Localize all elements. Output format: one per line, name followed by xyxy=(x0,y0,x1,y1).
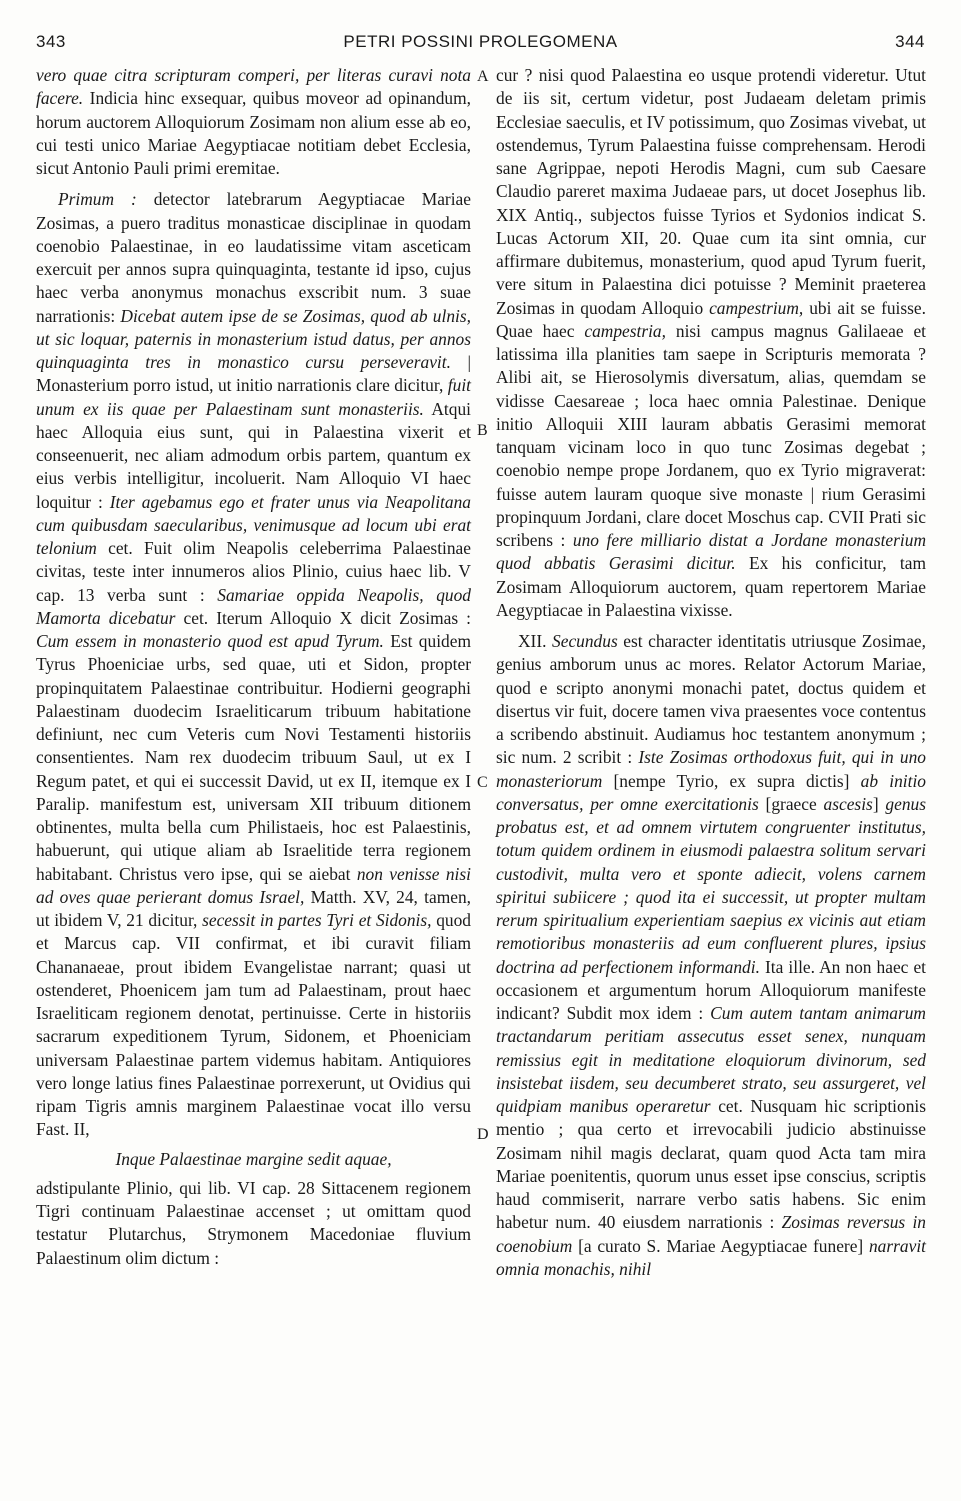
paragraph: Primum : detector latebrarum Aegyptiacae Mariae Zosimas, a puero traditus monasticae disciplinae in quodam coenobio Palaestinae, in eo laudatissime vitam asceticam exercuit per annos supra quinquaginta, testante id ipso, cujus haec verba anonymus monachus exscribit num. 3 suae narrationis: Dicebat autem ipse de se Zosimas, quod ab ulnis, ut sic loquar, paternis in monasterium istud datus, per annos quinquaginta tres in monastico cursu perseveravit. | Monasterium porro istud, ut initio narrationis clare dicitur, fuit unum ex iis quae per Palaestinam sunt monasteriis. Atqui haec Alloquia eius sunt, qui in Palaestina vixerit et conseenuerit, nec aliam admodum orbis partem, quantum ex eius verbis intelligitur, incoluerit. Nam Alloquio VI haec loquitur : Iter agebamus ego et frater unus via Neapolitana cum quibusdam saecularibus, venimusque ad locum ubi erat telonium cet. Fuit olim Neapolis celeberrima Palaestinae civitas, teste inter innumeros alios Plinio, cuius haec lib. V cap. 13 verba sunt : Samariae oppida Neapolis, quod Mamorta dicebatur cet. Iterum Alloquio X dicit Zosimas : Cum essem in monasterio quod est apud Tyrum. Est quidem Tyrus Phoeniciae urbs, sed quae, uti et Sidon, propter propinquitatem Palaestinae contribuitur. Hodierni geographi Palaestinam duodecim Israeliticarum tribuum habitatione definiunt, nec cum Veteris cum Novi Testamenti historiis consentientes. Nam rex duodecim tribuum Saul, ut ex I Regum patet, et qui ei successit David, ut ex II, itemque ex I Paralip. manifestum est, universam XII tribuum ditionem obtinentes, multa bella cum Philistaeis, hoc est Palaestinis, habuerunt, qui utique aliam ab Israelitide terra regionem habitabant. Christus vero ipse, qui se aiebat non venisse nisi ad oves quae perierant domus Israel, Matth. XV, 24, tamen, ut ibidem V, 21 dicitur, secessit in partes Tyri et Sidonis, quod et Marcus cap. VII confirmat, et ibi curavit filiam Chananaeae, prout ibidem Evangelistae narrant; quasi ut ostenderet, Phoenicem jam tum ad Palaestinam, prout haec Israeliticam regionem denotat, pertinuisse. Certe in historiis sacrarum expeditionem Tyrum, Sidonem, et Phoeniciam universam Palaestinae partem videmus habitam. Antiquiores vero longe latius fines Palaestinae porrexerunt, ut Ovidius qui ripam Tigris amnis marginem Palaestinae vocat illo versu Fast. II, xyxy=(36,189,471,1140)
margin-letter-a: A xyxy=(477,68,489,85)
page-header xyxy=(36,32,925,58)
verse-quotation: Inque Palaestinae margine sedit aquae, xyxy=(115,1148,392,1169)
running-title: PETRI POSSINI PROLEGOMENA xyxy=(343,32,618,51)
paragraph: cur ? nisi quod Palaestina eo usque protendi videretur. Utut de iis sit, certum videtur, post Judaeam deletam primis Ecclesiae saeculis, et IV potissimum, quo Zosimas vivebat, ut ostendemus, Tyrum Palaestina fuisse comprehensam. Herodi sane Agrippae, nepoti Herodis Magni, cum sub Caesare Claudio pareret maxima Judaeae pars, ut docet Josephus lib. XIX Antiq., subjectos fuisse Tyrios et Sydonios indicat S. Lucas Actorum XII, 20. Quae cum ita sint omnia, cur affirmare dubitemus, monasterium, quod apud Tyrum fuerit, vere situm in Palaestina dici potuisse ? Meminit praeterea Zosimas in quodam Alloquio campestrium, ubi ait se fuisse. Quae haec campestria, nisi campus magnus Galilaeae et latissima illa planities tam saepe in Scripturis memorata ? Alibi ait, se Hierosolymis diversatum, alias, quemdam se vidisse Caesareae ; loca haec omnia Palestinae. Denique initio Alloquii XIII lauram abbatis Gerasimi memorat tanquam vicinam loco in quo tunc Zosimas degebat ; coenobio nempe prope Jordanem, quo ex Tyrio migraverat: fuisse autem lauram quoque sive monaste | rium Gerasimi propinquum Jordani, clare docet Moschus cap. CVII Prati sic scribens : uno fere milliario distat a Jordane monasterium quod abbatis Gerasimi dicitur. Ex his conficitur, tam Zosimam Alloquiorum auctorem, quam repertorem Mariae Aegyptiacae in Palaestina vixisse. xyxy=(496,65,927,620)
paragraph: vero quae citra scripturam comperi, per literas curavi nota facere. Indicia hinc exsequar, quibus moveor ad opinandum, horum auctorem Alloquiorum Zosimam non alium esse ab eo, cui testi unico Mariae Aegyptiacae notitiam debet Ecclesia, sicut Antonio Pauli primi eremitae. xyxy=(36,65,471,178)
margin-letter-c: C xyxy=(477,774,488,791)
margin-letter-b: B xyxy=(477,422,488,439)
page-number-right: 344 xyxy=(895,32,925,51)
right-column xyxy=(496,64,926,1281)
page-number-left: 343 xyxy=(36,32,66,51)
left-column xyxy=(36,64,471,1270)
paragraph: adstipulante Plinio, qui lib. VI cap. 28 Sittacenem regionem Tigri continuam Palaestinae accenset ; ut omittam quod testatur Plutarchus, Strymonem Macedoniae fluvium Palaestinum olim dictum : xyxy=(36,1177,471,1268)
paragraph: XII. Secundus est character identitatis utriusque Zosimae, genius amborum unus ac mores. Relator Actorum Mariae, quod e scripto anonymi monachi patet, doctus quidem et disertus vir fuit, docere tamen viva praesentes voce contentus a scribendo abstinuit. Audiamus hoc testantem anonymum ; sic num. 2 scribit : Iste Zosimas orthodoxus fuit, qui in uno monasteriorum [nempe Tyrio, ex supra dictis] ab initio conversatus, per omne exercitationis [graece ascesis] genus probatus est, et ad omnem virtutem congruenter institutus, totum quidem ordinem in eiusmodi palaestra solitum servari custodivit, multa vero et sponte adiecit, volens carnem spiritui subiicere ; quod ita ei successit, ut propter multam rerum spiritualium experientiam saepius ex vicinis aut etiam remotioribus monasteriis ad eum confluerent plures, ipsius doctrina ad perfectionem informandi. Ita ille. An non haec et occasionem et argumentum horum Alloquiorum manifeste indicant? Subdit mox idem : Cum autem tantam animarum tractandarum peritiam assecutus esset senex, nunquam remissius egit in meditatione eloquiorum divinorum, sed insistebat iisdem, seu decumberet strato, seu assurgeret, vel quidpiam manibus operaretur cet. Nusquam hic scriptionis mentio ; qua certo et irrevocabili judicio abstinuisse Zosimam nihil magis declarat, quam quod Acta tam mira Mariae poenitentis, quorum unus esset ipse conscius, scriptis haud commiserit, narrare verbo satis habens. Sic enim habetur num. 40 eiusdem narrationis : Zosimas reversus in coenobium [a curato S. Mariae Aegyptiacae funere] narravit omnia monachis, nihil xyxy=(496,631,927,1279)
margin-letter-d: D xyxy=(477,1126,489,1143)
